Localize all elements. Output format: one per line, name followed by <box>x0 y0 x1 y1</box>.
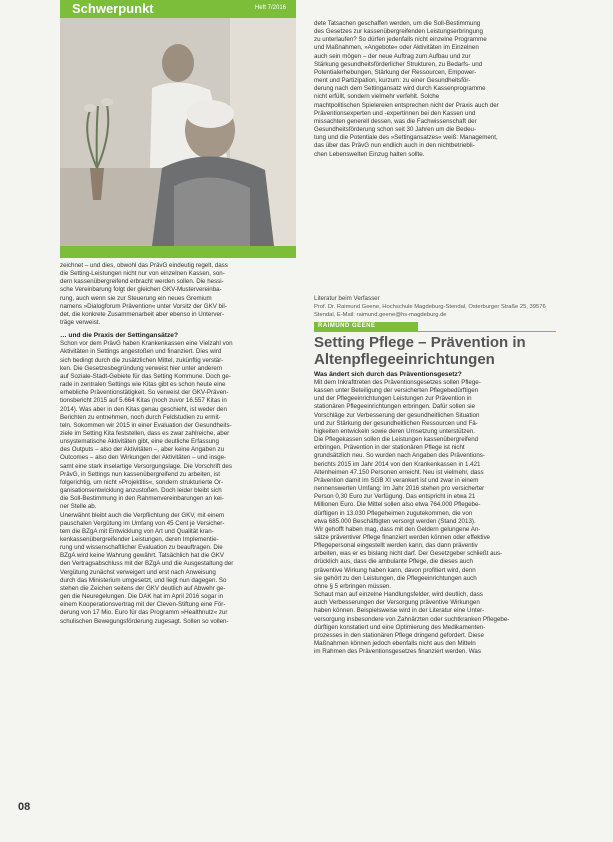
text-line: versorgung insbesondere von Zahnärzten oder suchtkranken Pflegebe- <box>314 615 510 623</box>
text-line: schulischen Bewegungsförderung zugesagt. Sollen so vollen- <box>60 617 229 625</box>
text-line: auf Soziale-Stadt-Gebiete für das Setting Kommune. Doch ge- <box>60 372 231 380</box>
text-line: kassen unter Beteiligung der versicherten Pflegebedürftigen <box>314 387 479 395</box>
text-line: durch das Ministerium umgesetzt, und liegt nun dagegen. So <box>60 576 227 584</box>
text-line: folgerichtig, um nicht »Projektitis«, sondern strukturierte Or- <box>60 478 224 486</box>
text-line: berichts 2015 im Jahr 2014 von den Krankenkassen in 1.421 <box>314 460 481 468</box>
text-line: zeichnet – und dies, obwohl das PrävG eindeutig regelt, dass <box>60 262 228 269</box>
text-line: Outcomes – also den Wirkungen der Aktivitäten – und insge- <box>60 454 227 462</box>
text-line: Pflegepersonal eingestellt werden kann, das dann präventiv <box>314 542 478 550</box>
text-line: Prävention damit im SGB XI verankert ist und zwar in einem <box>314 476 479 484</box>
column-right-article <box>314 370 556 656</box>
article-paragraph-2 <box>314 591 556 656</box>
text-line: und der Pflegeeinrichtungen Leistungen zur Prävention in <box>314 395 472 403</box>
text-line: und Maßnahmen, »Angebote« oder Aktivitäten im Einzelnen <box>314 44 479 52</box>
article-paragraph-1 <box>314 379 556 591</box>
text-line: ment und Partizipation, kurzum: zu einer Gesundheitsför- <box>314 77 471 85</box>
text-line: dete Tatsachen geschaffen werden, um die Soll-Bestimmung <box>314 20 481 27</box>
section-title: Schwerpunkt <box>72 1 154 16</box>
kicker-rule <box>314 331 556 332</box>
text-line: etwa 685.000 Beschäftigten versorgt werden (Stand 2013). <box>314 517 476 525</box>
text-line: ken. Die Gesetzesbegründung verweist hier unter anderem <box>60 364 222 372</box>
text-line: Stärkung gesundheitsförderlicher Strukturen, zu Bedarfs- und <box>314 60 483 68</box>
text-line: das über das PrävG nun endlich auch in den nichtbetriebli- <box>314 142 475 150</box>
article-subheading: Was ändert sich durch das Präventionsgesetz? <box>314 371 462 378</box>
text-line: haben können. Beispielsweise wird in der Literatur eine Unter- <box>314 607 485 615</box>
text-line: des Gesetzes zur kassenübergreifenden Leistungserbringung <box>314 28 483 36</box>
text-line: auch sein mögen – der neue Auftrag zum Aufbau und zur <box>314 52 471 60</box>
text-line: ner Stelle ab. <box>60 503 97 511</box>
text-line: tionsbericht 2015 auf 5.664 Kitas (noch zuvor 16.557 Kitas in <box>60 397 227 405</box>
text-line: dürftigen konstatiert und eine Optimierung des Medikamenten- <box>314 623 486 631</box>
text-line: des Outputs – also der Aktivitäten –, aber keine Angaben zu <box>60 446 225 454</box>
text-line: prozesses in den stationären Pflege dringend gefordert. Diese <box>314 631 484 639</box>
text-line: die Setting-Leistungen nicht nur von einzelnen Kassen, son- <box>60 270 225 278</box>
text-line: und zur Stärkung der gesundheitlichen Ressourcen und Fä- <box>314 419 478 427</box>
text-line: rung und wissenschaftlicher Evaluation zu beauftragen. Die <box>60 544 223 552</box>
text-line: Millionen Euro. Die Mittel sollen also etwa 764.000 Pflegebe- <box>314 501 481 509</box>
text-line: erhebliche Präventionstätigkeit. So verweist der GKV-Präven- <box>60 389 229 397</box>
text-line: machtpolitischen Spielereien entsprechen nicht der Praxis auch der <box>314 101 499 109</box>
photo-accent-bar <box>60 246 296 258</box>
text-line: Vergütung zunächst verweigert und erst nach Anweisung <box>60 568 216 576</box>
col1-paragraph-1 <box>60 262 296 327</box>
text-line: nennenswerten Umfang: Im Jahr 2016 stehen pro versicherter <box>314 485 485 493</box>
text-line: gen die Neuregelungen. Die DAK hat im April 2016 sogar in <box>60 593 224 601</box>
text-line: PrävG, in Settings nun kassenübergreifend zu arbeiten, ist <box>60 470 220 478</box>
text-line: träge verweist. <box>60 319 101 327</box>
text-line: Berichten zu entnehmen, noch durch Feldstudien zu ermit- <box>60 413 221 421</box>
text-line: Mit dem Inkrafttreten des Präventionsgesetzes sollen Pflege- <box>314 379 481 386</box>
text-line: higkeiten entwickeln sowie deren Umsetzung unterstützen. <box>314 427 475 435</box>
text-line: Unerwähnt bleibt auch die Verpflichtung der GKV, mit einem <box>60 511 225 519</box>
text-line: Die Pflegekassen sollen die Leistungen kassenübergreifend <box>314 436 479 444</box>
photo-nurse-with-elderly-man <box>60 18 296 246</box>
article-headline: Setting Pflege – Prävention in Altenpflegeeinrichtungen <box>314 334 526 368</box>
author-kicker: RAIMUND GEENE <box>314 322 418 331</box>
text-line: derung nach dem Settingansatz wird durch Kassenprogramme <box>314 85 486 93</box>
text-line: samt eine stark inselartige Versorgungslage. Die Vorschrift des <box>60 462 232 470</box>
text-line: den Vertragsabschluss mit der BZgA und die Ausgestaltung der <box>60 560 234 568</box>
column-left <box>60 262 296 626</box>
text-line: dern kassenübergreifend erbracht werden sollen. Die hessi- <box>60 278 224 286</box>
text-line: einem Kooperationsvertrag mit der Cleven-Stiftung eine För- <box>60 601 226 609</box>
text-line: unsystematische Aktivitäten gibt, eine deutliche Erfassung <box>60 438 219 446</box>
text-line: die Soll-Bestimmung in den Rahmenvereinbarungen an kei- <box>60 495 224 503</box>
text-line: Schaut man auf einzelne Handlungsfelder, wird deutlich, dass <box>314 591 483 599</box>
text-line: dürftigen in 13.030 Pflegeheimen zugutekommen, die von <box>314 509 473 517</box>
text-line: auch Verbesserungen der Versorgung präventive Wirkungen <box>314 599 480 607</box>
col1-paragraph-2 <box>60 340 296 511</box>
text-line: tung und die Potentiale des »Settingansatzes« weiß: Management, <box>314 134 498 142</box>
text-line: Gesundheitsförderung schon seit 30 Jahren um die Bedeu- <box>314 126 477 134</box>
text-line: Vorschläge zur Verbesserung der gesundheitlichen Situation <box>314 411 480 419</box>
text-line: teln. Sokommen wir 2015 in einer Evaluation der Gesundheits- <box>60 421 232 429</box>
text-line: rung, auch wenn sie zur Steuerung ein neues Gremium <box>60 294 212 302</box>
page-number: 08 <box>18 801 31 813</box>
text-line: Potentialerhebungen, Stärkung der Ressourcen, Empower- <box>314 68 477 76</box>
text-line: tem die BZgA mit Entwicklung von Art und Qualität kran- <box>60 527 214 535</box>
text-line: grundsätzlich neu. So wurden nach Angaben des Präventions- <box>314 452 485 460</box>
text-line: Person 0,30 Euro zur Verfügung. Das entspricht in etwa 21 <box>314 493 476 501</box>
text-line: drücklich aus, dass die ambulante Pflege, die dieses auch <box>314 558 473 566</box>
text-line: ganisationsentwicklung anzustoßen. Doch leider bleibt sich <box>60 487 222 495</box>
text-line: stehen die Zeichen seitens der GKV deutlich auf Abwehr ge- <box>60 584 226 592</box>
text-line: Altenheimen 47.150 Personen erreicht. Neu ist vielmehr, dass <box>314 468 484 476</box>
text-line: sätze präventiver Pflege finanziert werden können oder effektive <box>314 533 490 541</box>
photo-illustration <box>60 18 296 246</box>
text-line: Aktivitäten in Settings angestoßen und finanziert. Dies wird <box>60 348 222 356</box>
text-line: ziele im Setting Kita feststellen, dass es zwar zahlreiche, aber <box>60 429 230 437</box>
text-line: arbeiten, was er es bislang nicht darf. Der Gesetzgeber schließt aus- <box>314 550 503 558</box>
text-line: namens »Dialogforum Prävention« unter Vorsitz der GKV bil- <box>60 302 227 310</box>
text-line: ohne § 5 erbringen müssen. <box>314 582 392 590</box>
text-line: rade in zentralen Settings wie Kitas gibt es schon heute eine <box>60 381 226 389</box>
text-line: präventive Wirkung haben kann, davon profitiert wird, denn <box>314 566 476 574</box>
text-line: pauschalen Vergütung im Umfang von 45 Cent je Versicher- <box>60 519 225 527</box>
column-right-top <box>314 20 556 159</box>
text-line: sche Vereinbarung folgt der gleichen GKV-Mustervereinba- <box>60 286 222 294</box>
text-line: chen Lebenswelten Einzug halten sollte. <box>314 150 425 158</box>
section-banner <box>60 0 296 18</box>
text-line: sie gehört zu den Leistungen, die Pflegeeinrichtungen auch <box>314 574 477 582</box>
text-line: derung von 17 Mio. Euro für das Programm »Healthnutz« zur <box>60 609 228 617</box>
text-line: BZgA wird keine Wahrung gewährt. Tatsächlich hat die GKV <box>60 552 225 560</box>
text-line: 2014). Was aber in den Kitas genau geschieht, ist weder den <box>60 405 227 413</box>
text-line: im Rahmen des Präventionsgesetzes finanziert werden. Was <box>314 648 481 656</box>
text-line: det, die konkrete Zusammenarbeit aber ebenso in Unterver- <box>60 310 225 318</box>
text-line: nicht erfüllt, sondern vielmehr verfehlt. Solche <box>314 93 440 101</box>
text-line: Schon vor dem PrävG haben Krankenkassen eine Vielzahl von <box>60 340 233 348</box>
col2-paragraph <box>314 20 556 159</box>
text-line: Wir gehofft haben mag, dass mit den Geldern gelungene An- <box>314 525 481 533</box>
issue-label: Heft 7/2016 <box>254 5 286 11</box>
text-line: erbringen. Prävention in der stationären Pflege ist nicht <box>314 444 465 452</box>
text-line: zu unterlaufen? So dürfen jedenfalls nicht einzelne Programme <box>314 36 487 44</box>
text-line: missachten generell dessen, was die Fachwissenschaft der <box>314 117 477 125</box>
author-contact: Prof. Dr. Raimund Geene, Hochschule Magdeburg-Stendal, Osterburger Straße 25, 39576 Stendal, E-Mail: raimund.geene@hs-magdeburg.de <box>314 304 546 318</box>
text-line: kenkassenübergreifender Leistungen, deren Implementie- <box>60 536 219 543</box>
col1-subheading: … und die Praxis der Settingansätze? <box>60 332 178 340</box>
text-line: Präventionsexperten und -expertinnen bei den Kassen und <box>314 109 476 117</box>
text-line: stationären Pflegeeinrichtungen erbringen. Dafür sollen sie <box>314 403 475 411</box>
literature-note: Literatur beim Verfasser <box>314 295 380 302</box>
col1-paragraph-3 <box>60 512 296 626</box>
text-line: Maßnahmen können jedoch ebenfalls nicht aus den Mitteln <box>314 640 476 647</box>
text-line: sich bedingt durch die zusätzlichen Mittel, zukünftig verstär- <box>60 356 224 364</box>
